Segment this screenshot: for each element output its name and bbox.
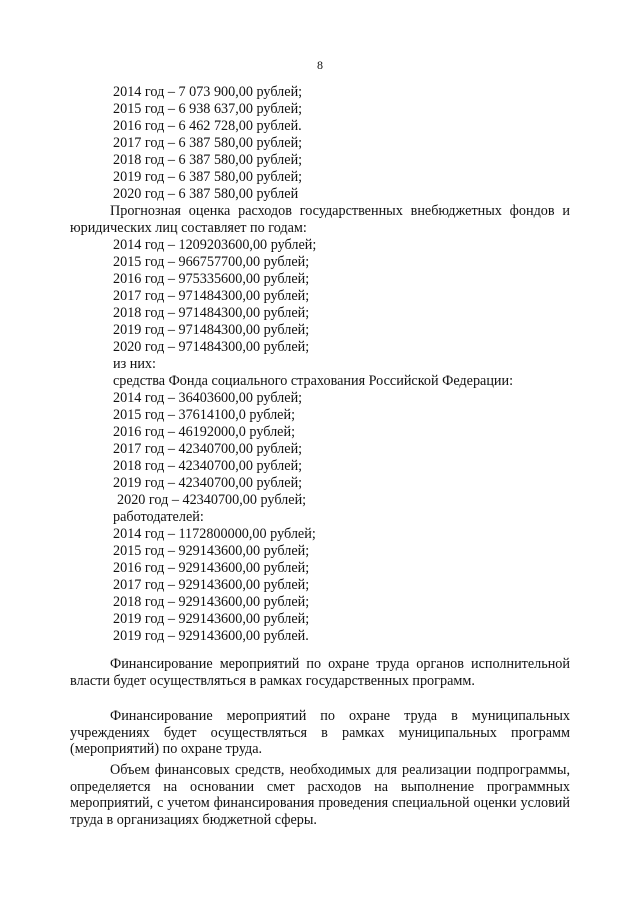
block3-line-2016: 2016 год – 46192000,0 рублей; bbox=[113, 424, 296, 440]
block3-line-2019: 2019 год – 42340700,00 рублей; bbox=[113, 475, 303, 491]
block1-line-2019: 2019 год – 6 387 580,00 рублей; bbox=[113, 169, 303, 185]
block3-line-2020: 2020 год – 42340700,00 рублей; bbox=[117, 492, 307, 508]
page-number: 8 bbox=[317, 58, 323, 72]
block1-line-2016: 2016 год – 6 462 728,00 рублей. bbox=[113, 118, 302, 134]
block1-line-2014: 2014 год – 7 073 900,00 рублей; bbox=[113, 84, 303, 100]
block2-line-2018: 2018 год – 971484300,00 рублей; bbox=[113, 305, 310, 321]
block2-line-2019: 2019 год – 971484300,00 рублей; bbox=[113, 322, 310, 338]
employers-heading: работодателей: bbox=[113, 509, 204, 525]
block2-line-2017: 2017 год – 971484300,00 рублей; bbox=[113, 288, 310, 304]
block3-line-2015: 2015 год – 37614100,0 рублей; bbox=[113, 407, 296, 423]
block4-line-2019: 2019 год – 929143600,00 рублей; bbox=[113, 611, 310, 627]
block3-line-2018: 2018 год – 42340700,00 рублей; bbox=[113, 458, 303, 474]
block2-line-2015: 2015 год – 966757700,00 рублей; bbox=[113, 254, 310, 270]
block4-line-2014: 2014 год – 1172800000,00 рублей; bbox=[113, 526, 316, 542]
block4-line-2017: 2017 год – 929143600,00 рублей; bbox=[113, 577, 310, 593]
of-them-label: из них: bbox=[113, 356, 156, 372]
exec-paragraph-text: Финансирование мероприятий по охране труда органов исполнительной власти будет осуществляться в рамках государственных программ. bbox=[70, 656, 570, 689]
municipal-paragraph-text: Финансирование мероприятий по охране труда в муниципальных учреждениях будет осуществляться в рамках муниципальных программ (мероприятий) по охране труда. bbox=[70, 708, 570, 758]
block1-line-2018: 2018 год – 6 387 580,00 рублей; bbox=[113, 152, 303, 168]
block1-line-2017: 2017 год – 6 387 580,00 рублей; bbox=[113, 135, 303, 151]
block2-line-2020: 2020 год – 971484300,00 рублей; bbox=[113, 339, 310, 355]
block4-line-2018: 2018 год – 929143600,00 рублей; bbox=[113, 594, 310, 610]
block2-line-2014: 2014 год – 1209203600,00 рублей; bbox=[113, 237, 317, 253]
volume-paragraph-text: Объем финансовых средств, необходимых для реализации подпрограммы, определяется на основании смет расходов на выполнение программных мероприятий, с учетом финансирования проведения специальной оценки условий труда в организациях бюджетной сферы. bbox=[70, 762, 570, 828]
block2-line-2016: 2016 год – 975335600,00 рублей; bbox=[113, 271, 310, 287]
block1-line-2015: 2015 год – 6 938 637,00 рублей; bbox=[113, 101, 303, 117]
block4-line-2019-final: 2019 год – 929143600,00 рублей. bbox=[113, 628, 309, 644]
block3-line-2017: 2017 год – 42340700,00 рублей; bbox=[113, 441, 303, 457]
block4-line-2015: 2015 год – 929143600,00 рублей; bbox=[113, 543, 310, 559]
forecast-paragraph bbox=[70, 203, 570, 236]
block1-line-2020: 2020 год – 6 387 580,00 рублей bbox=[113, 186, 299, 202]
block4-line-2016: 2016 год – 929143600,00 рублей; bbox=[113, 560, 310, 576]
volume-paragraph bbox=[70, 762, 570, 828]
forecast-paragraph-text: Прогнозная оценка расходов государственных внебюджетных фондов и юридических лиц составляет по годам: bbox=[70, 203, 570, 236]
exec-paragraph bbox=[70, 656, 570, 689]
block3-line-2014: 2014 год – 36403600,00 рублей; bbox=[113, 390, 303, 406]
fss-heading: средства Фонда социального страхования Российской Федерации: bbox=[113, 373, 514, 389]
municipal-paragraph bbox=[70, 708, 570, 758]
